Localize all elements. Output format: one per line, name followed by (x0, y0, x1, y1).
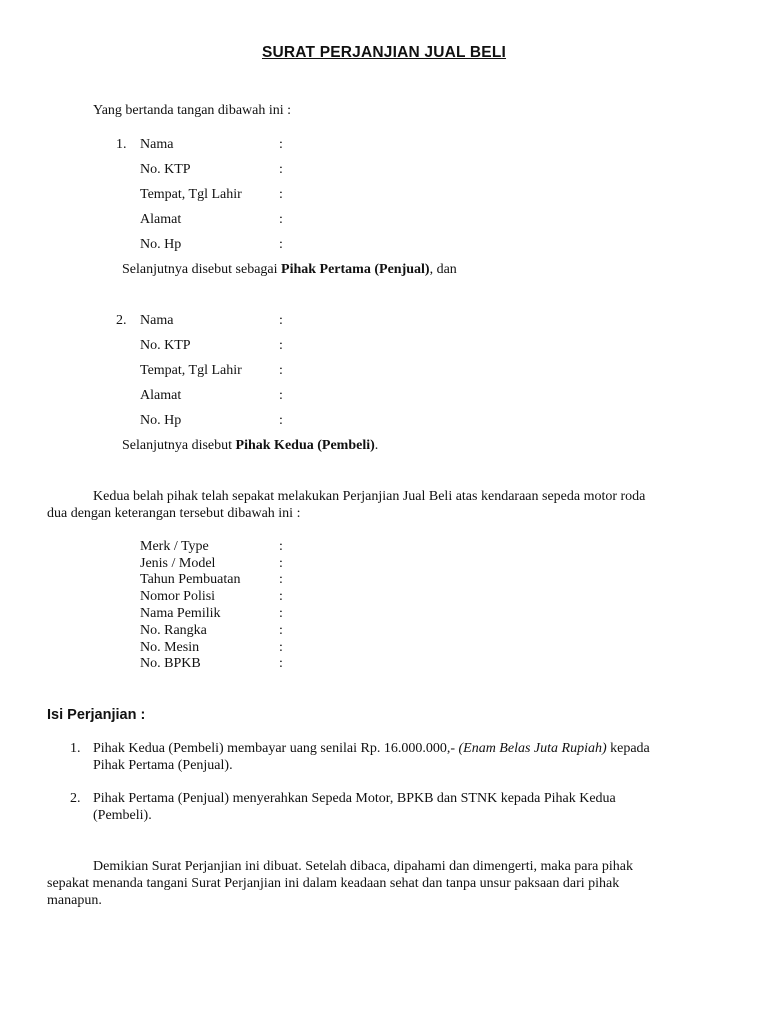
party-2-field-colon: : (279, 338, 283, 353)
vehicle-field-colon: : (279, 589, 283, 604)
party-1-field-label: No. Hp (140, 237, 182, 252)
party-2-field-label: Tempat, Tgl Lahir (140, 363, 242, 378)
closing-line-3: manapun. (47, 893, 102, 908)
clause-1-amount-words: (Enam Belas Juta Rupiah) (458, 741, 607, 756)
party-1-role: Pihak Pertama (Penjual) (281, 262, 430, 277)
vehicle-field-colon: : (279, 640, 283, 655)
party-1-field-colon: : (279, 237, 283, 252)
party-2-note (122, 438, 378, 454)
clause-2-line-2: (Pembeli). (93, 808, 152, 823)
vehicle-field-label: Tahun Pembuatan (140, 572, 241, 587)
party-1-field-colon: : (279, 162, 283, 177)
party-2-field-colon: : (279, 363, 283, 378)
clause-1-suffix: kepada (606, 741, 650, 756)
party-1-field-label: Nama (140, 137, 174, 152)
clause-1-text: Pihak Kedua (Pembeli) membayar uang senilai Rp. 16.000.000,- (93, 741, 459, 756)
vehicle-field-colon: : (279, 606, 283, 621)
vehicle-field-label: No. Mesin (140, 640, 200, 655)
vehicle-field-colon: : (279, 539, 283, 554)
party-2-field-label: No. KTP (140, 338, 191, 353)
vehicle-field-colon: : (279, 656, 283, 671)
closing-line-1: Demikian Surat Perjanjian ini dibuat. Setelah dibaca, dipahami dan dimengerti, maka para pihak (93, 859, 633, 874)
party-1-field-colon: : (279, 212, 283, 227)
party-2-role: Pihak Kedua (Pembeli) (235, 438, 375, 453)
vehicle-field-colon: : (279, 572, 283, 587)
vehicle-field-label: No. BPKB (140, 656, 201, 671)
closing-line-2: sepakat menanda tangani Surat Perjanjian ini dalam keadaan sehat dan tanpa unsur paksaan dari pihak (47, 876, 620, 891)
party-1-note-prefix: Selanjutnya disebut sebagai (122, 262, 282, 277)
party-2-field-colon: : (279, 388, 283, 403)
party-1-field-label: Tempat, Tgl Lahir (140, 187, 242, 202)
party-1-field-label: No. KTP (140, 162, 191, 177)
agreement-line-2: dua dengan keterangan tersebut dibawah ini : (47, 506, 301, 521)
clause-2-line-1: Pihak Pertama (Penjual) menyerahkan Sepeda Motor, BPKB dan STNK kepada Pihak Kedua (93, 791, 616, 806)
document-title: SURAT PERJANJIAN JUAL BELI (261, 44, 507, 61)
agreement-line-1: Kedua belah pihak telah sepakat melakukan Perjanjian Jual Beli atas kendaraan sepeda motor roda (93, 489, 646, 504)
vehicle-field-colon: : (279, 556, 283, 571)
party-1-field-colon: : (279, 187, 283, 202)
isi-perjanjian-heading: Isi Perjanjian : (47, 707, 146, 723)
party-2-field-label: Alamat (140, 388, 182, 403)
party-2-field-colon: : (279, 413, 283, 428)
vehicle-field-label: Nama Pemilik (140, 606, 221, 621)
clause-1-line-2: Pihak Pertama (Penjual). (93, 758, 233, 773)
party-2-number: 2. (116, 313, 127, 328)
clause-2-number: 2. (70, 791, 81, 806)
vehicle-field-label: No. Rangka (140, 623, 207, 638)
vehicle-field-label: Merk / Type (140, 539, 209, 554)
intro-text: Yang bertanda tangan dibawah ini : (93, 103, 292, 118)
party-2-field-colon: : (279, 313, 283, 328)
party-1-number: 1. (116, 137, 127, 152)
party-1-note (122, 262, 457, 278)
vehicle-field-label: Jenis / Model (140, 556, 216, 571)
party-2-field-label: No. Hp (140, 413, 182, 428)
party-1-note-suffix: , dan (429, 262, 457, 277)
party-2-note-prefix: Selanjutnya disebut (122, 438, 236, 453)
clause-1-number: 1. (70, 741, 81, 756)
party-1-field-label: Alamat (140, 212, 182, 227)
party-2-field-label: Nama (140, 313, 174, 328)
vehicle-field-label: Nomor Polisi (140, 589, 216, 604)
vehicle-field-colon: : (279, 623, 283, 638)
party-1-field-colon: : (279, 137, 283, 152)
clause-1-line-1 (93, 741, 650, 757)
party-2-note-suffix: . (374, 438, 379, 453)
